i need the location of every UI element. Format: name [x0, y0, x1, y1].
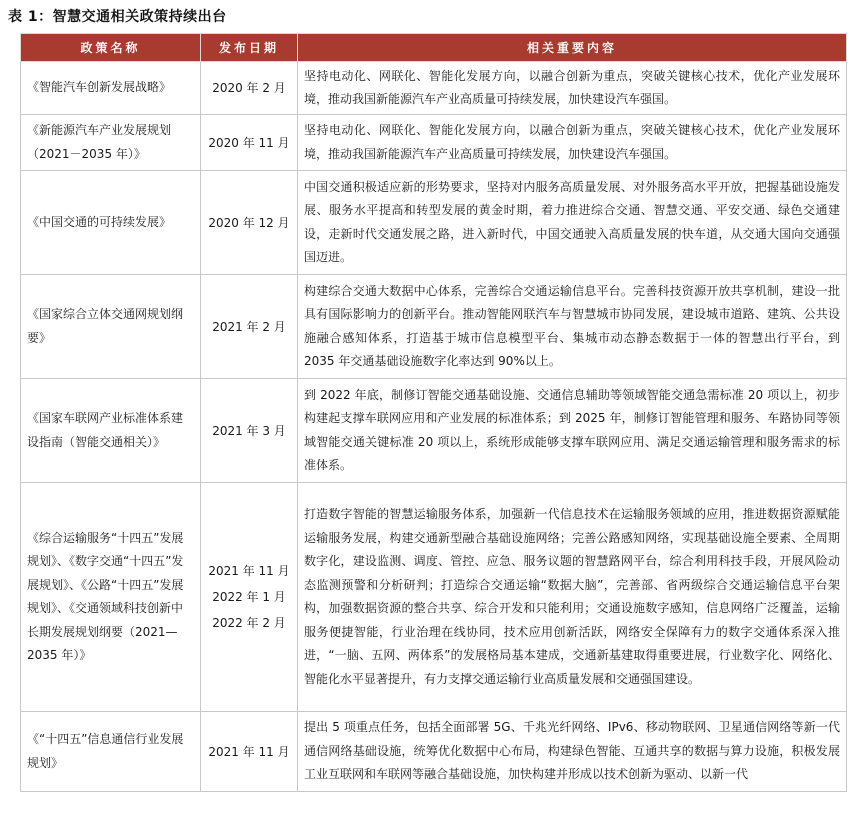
release-date-cell — [201, 712, 298, 792]
policy-name-cell: 《国家车联网产业标准体系建设指南（智能交通相关）》 — [21, 379, 201, 483]
release-date: 2021 年 3 月 — [212, 423, 286, 438]
header-release-date: 发布日期 — [201, 34, 298, 62]
release-date: 2020 年 11 月 — [208, 135, 290, 150]
header-key-content: 相关重要内容 — [298, 34, 847, 62]
table-row — [21, 712, 847, 792]
release-date: 2020 年 12 月 — [208, 215, 290, 230]
table-row — [21, 62, 847, 115]
policy-name-cell: 《国家综合立体交通网规划纲要》 — [21, 275, 201, 379]
key-content-cell: 提出 5 项重点任务，包括全面部署 5G、千兆光纤网络、IPv6、移动物联网、卫星通信网络等新一代通信网络基础设施，统筹优化数据中心布局，构建绿色智能、互通共享的数据与算力设施，积极发展工业互联网和车联网等融合基础设施，加快构建并形成以技术创新为驱动、以新一代 — [298, 712, 847, 792]
policy-name-cell: 《中国交通的可持续发展》 — [21, 171, 201, 275]
policy-table — [20, 33, 847, 792]
header-policy-name: 政策名称 — [21, 34, 201, 62]
key-content-cell: 坚持电动化、网联化、智能化发展方向，以融合创新为重点，突破关键核心技术，优化产业发展环境，推动我国新能源汽车产业高质量可持续发展，加快建设汽车强国。 — [298, 62, 847, 115]
release-date: 2020 年 2 月 — [212, 81, 286, 95]
release-date-cell — [201, 483, 298, 712]
release-date: 2021 年 11 月 — [208, 744, 290, 759]
release-date: 2021 年 11 月 — [208, 564, 290, 578]
table-row — [21, 115, 847, 171]
release-date-cell — [201, 379, 298, 483]
table-header-row — [21, 34, 847, 62]
release-date-cell — [201, 275, 298, 379]
release-date: 2022 年 1 月 — [212, 590, 286, 604]
policy-name-cell: 《“十四五”信息通信行业发展规划》 — [21, 712, 201, 792]
release-date-cell — [201, 171, 298, 275]
table-caption: 表 1：智慧交通相关政策持续出台 — [8, 9, 227, 25]
table-row — [21, 275, 847, 379]
release-date: 2021 年 2 月 — [212, 319, 286, 334]
key-content-cell: 中国交通积极适应新的形势要求，坚持对内服务高质量发展、对外服务高水平开放，把握基础设施发展、服务水平提高和转型发展的黄金时期，着力推进综合交通、智慧交通、平安交通、绿色交通建设，走新时代交通发展之路，进入新时代，中国交通驶入高质量发展的快车道，从交通大国向交通强国迈进。 — [298, 171, 847, 275]
key-content-cell: 坚持电动化、网联化、智能化发展方向，以融合创新为重点，突破关键核心技术，优化产业发展环境，推动我国新能源汽车产业高质量可持续发展，加快建设汽车强国。 — [298, 115, 847, 171]
policy-name-cell: 《智能汽车创新发展战略》 — [21, 62, 201, 115]
key-content-cell: 到 2022 年底，制修订智能交通基础设施、交通信息辅助等领域智能交通急需标准 20 项以上，初步构建起支撑车联网应用和产业发展的标准体系；到 2025 年，制修订智能管理和服务、车路协同等领域智能交通关键标准 20 项以上，系统形成能够支撑车联网应用、满足交通运输管理和服务需求的标准体系。 — [298, 379, 847, 483]
policy-name-cell: 《综合运输服务“十四五”发展规划》、《数字交通“十四五”发展规划》、《公路“十四五”发展规划》、《交通领域科技创新中长期发展规划纲要（2021—2035 年）》 — [21, 483, 201, 712]
table-row — [21, 171, 847, 275]
key-content-cell: 打造数字智能的智慧运输服务体系，加强新一代信息技术在运输服务领域的应用，推进数据资源赋能运输服务发展，构建交通新型融合基础设施网络；完善公路感知网络，实现基础设施全要素、全周期数字化，建设监测、调度、管控、应急、服务议题的智慧路网平台，综合利用科技手段，开展风险动态监测预警和分析研判；打造综合交通运输“数据大脑”，完善部、省两级综合交通运输信息平台架构，加强数据资源的整合共享、综合开发和只能利用；交通设施数字感知，信息网络广泛覆盖，运输服务便捷智能，行业治理在线协同，技术应用创新活跃，网络安全保障有力的数字交通体系深入推进，“一脑、五网、两体系”的发展格局基本建成，交通新基建取得重要进展，行业数字化、网络化、智能化水平显著提升，有力支撑交通运输行业高质量发展和交通强国建设。 — [298, 483, 847, 712]
policy-name-cell: 《新能源汽车产业发展规划（2021－2035 年）》 — [21, 115, 201, 171]
release-date: 2022 年 2 月 — [212, 616, 286, 630]
release-date-cell — [201, 62, 298, 115]
key-content-cell: 构建综合交通大数据中心体系，完善综合交通运输信息平台。完善科技资源开放共享机制，建设一批具有国际影响力的创新平台。推动智能网联汽车与智慧城市协同发展，建设城市道路、建筑、公共设施融合感知体系，打造基于城市信息模型平台、集城市动态静态数据于一体的智慧出行平台，到 2035 年交通基础设施数字化率达到 90%以上。 — [298, 275, 847, 379]
table-row — [21, 483, 847, 712]
table-row — [21, 379, 847, 483]
release-date-cell — [201, 115, 298, 171]
